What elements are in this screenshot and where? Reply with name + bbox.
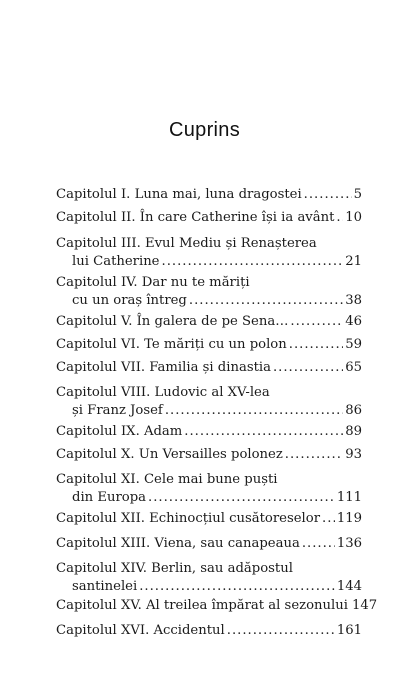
toc-entry-row xyxy=(56,622,362,640)
toc-entry-title: din Europa xyxy=(72,490,147,505)
toc-entry-title: Capitolul XII. Echinocțiul cusătoreselor xyxy=(56,511,321,526)
toc-entry-title: Capitolul X. Un Versailles polonez xyxy=(56,447,283,462)
page-title: Cuprins xyxy=(168,119,241,141)
toc-page-number: 89 xyxy=(345,424,362,439)
toc-page-number: 5 xyxy=(353,187,362,202)
toc-entry xyxy=(56,535,362,553)
toc-entry-title: Capitolul XI. Cele mai bune puști xyxy=(56,472,278,487)
toc-entry-title: Capitolul XVI. Accidentul xyxy=(56,623,225,638)
toc-entry xyxy=(56,622,362,640)
dot-leader xyxy=(227,622,335,640)
toc-entry-title: și Franz Josef xyxy=(72,403,163,418)
dot-leader xyxy=(302,535,335,553)
toc-page-number: 161 xyxy=(336,623,362,638)
toc-entry-row xyxy=(56,336,362,354)
dot-leader xyxy=(322,510,335,528)
toc-entry-row xyxy=(56,253,362,271)
toc-entry-title: Capitolul VI. Te măriți cu un polon xyxy=(56,337,287,352)
toc-page-number: 111 xyxy=(336,490,362,505)
toc-page-number: 93 xyxy=(345,447,362,462)
toc-entry-row xyxy=(56,402,362,420)
toc-entry-title: Capitolul XIV. Berlin, sau adăpostul xyxy=(56,561,293,576)
toc-entry-row xyxy=(56,535,362,553)
toc-page-number: 38 xyxy=(345,293,362,308)
toc-entry xyxy=(56,313,362,331)
toc-entry-title: Capitolul V. În galera de pe Sena… xyxy=(56,314,289,329)
toc-entry xyxy=(56,423,362,441)
toc-entry xyxy=(56,274,362,310)
toc-entry-title: lui Catherine xyxy=(72,254,160,269)
toc-page-number: 65 xyxy=(345,360,362,375)
toc-entry xyxy=(56,209,362,227)
dot-leader xyxy=(290,313,343,331)
toc-entry-title: Capitolul XV. Al treilea împărat al sezonului xyxy=(56,598,348,613)
toc-page-number: 46 xyxy=(345,314,362,329)
toc-entry-title: cu un oraș întreg xyxy=(72,293,187,308)
dot-leader xyxy=(273,359,343,377)
toc-page-number: 144 xyxy=(336,579,362,594)
toc-entry xyxy=(56,446,362,464)
toc-entry-row xyxy=(56,186,362,204)
dot-leader xyxy=(148,489,335,507)
toc-page-number: 10 xyxy=(345,210,362,225)
toc-entry-row xyxy=(56,313,362,331)
toc-entry-row xyxy=(56,489,362,507)
dot-leader xyxy=(139,578,335,596)
toc-entry-title: Capitolul VII. Familia și dinastia xyxy=(56,360,271,375)
toc-entry xyxy=(56,336,362,354)
dot-leader xyxy=(165,402,343,420)
toc-entry-row xyxy=(56,578,362,596)
toc-page-number: 136 xyxy=(336,536,362,551)
dot-leader xyxy=(184,423,343,441)
dot-leader xyxy=(289,336,343,354)
toc-entry-row xyxy=(56,423,362,441)
toc-entry-row xyxy=(56,597,378,615)
toc-entry xyxy=(56,384,362,420)
toc-entry-row xyxy=(56,359,362,377)
toc-entry-row xyxy=(56,510,362,528)
toc-page-number: 86 xyxy=(345,403,362,418)
toc-entry xyxy=(56,597,378,615)
toc-entry xyxy=(56,235,362,271)
dot-leader xyxy=(336,209,343,227)
dot-leader xyxy=(304,186,352,204)
toc-entry xyxy=(56,186,362,204)
toc-entry-title: Capitolul IX. Adam xyxy=(56,424,183,439)
toc-entry xyxy=(56,510,362,528)
toc-page-number: 21 xyxy=(345,254,362,269)
dot-leader xyxy=(162,253,344,271)
toc-entry-row xyxy=(56,446,362,464)
toc-entry-row xyxy=(56,209,362,227)
toc-entry xyxy=(56,359,362,377)
toc-page-number: 119 xyxy=(336,511,362,526)
toc-entry-title: Capitolul VIII. Ludovic al XV-lea xyxy=(56,385,270,400)
dot-leader xyxy=(189,292,343,310)
toc-entry-title: Capitolul XIII. Viena, sau canapeaua xyxy=(56,536,300,551)
toc-page-number: 59 xyxy=(345,337,362,352)
toc-entry xyxy=(56,560,362,596)
toc-entry-title: santinelei xyxy=(72,579,138,594)
toc-entry-title: Capitolul I. Luna mai, luna dragostei xyxy=(56,187,302,202)
toc-entry-title: Capitolul II. În care Catherine își ia avânt xyxy=(56,210,335,225)
toc-entry xyxy=(56,471,362,507)
toc-entry-row xyxy=(56,292,362,310)
toc-entry-title: Capitolul IV. Dar nu te măriți xyxy=(56,275,250,290)
toc-entry-title: Capitolul III. Evul Mediu și Renașterea xyxy=(56,236,317,251)
dot-leader xyxy=(285,446,343,464)
toc-page-number: 147 xyxy=(351,598,378,613)
